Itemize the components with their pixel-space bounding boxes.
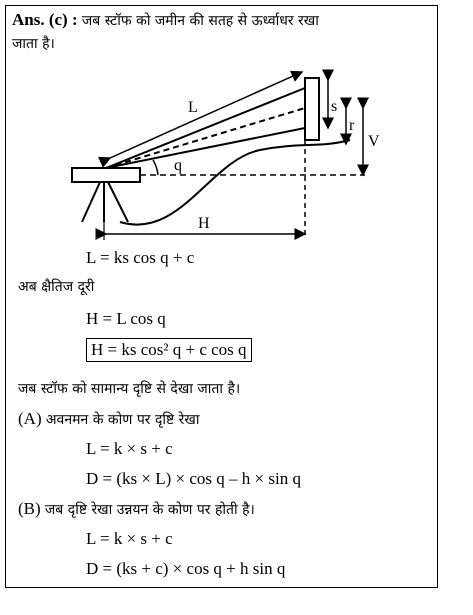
label-r: r [349, 117, 355, 134]
equation-a2: D = (ks × L) × cos q – h × sin q [86, 469, 301, 488]
tripod-leg-right [108, 182, 128, 222]
horizontal-distance-label: अब क्षैतिज दूरी [18, 279, 95, 295]
length-arrow [110, 72, 302, 158]
equation-h-boxed: H = ks cos² q + c cos q [86, 338, 252, 362]
answer-intro-text: जब स्टॉफ को जमीन की सतह से ऊर्ध्वाधर रखा [81, 13, 319, 29]
tacheometry-diagram [0, 60, 473, 260]
case-b [18, 499, 255, 520]
equation-a1: L = k × s + c [86, 439, 173, 458]
staff [305, 78, 319, 140]
case-a-text: अवनमन के कोण पर दृष्टि रेखा [45, 412, 200, 428]
sight-line-upper [106, 88, 305, 168]
answer-intro-text-2: जाता है। [12, 36, 55, 52]
tripod-leg-left [82, 182, 100, 222]
instrument-head [72, 168, 140, 182]
answer-label: Ans. (c) : [12, 10, 78, 29]
equation-l: L = ks cos q + c [86, 248, 195, 267]
case-b-text: जब दृष्टि रेखा उन्नयन के कोण पर होती है। [44, 502, 255, 518]
sight-line-middle [106, 108, 305, 168]
normal-view-text: जब स्टॉफ को सामान्य दृष्टि से देखा जाता है। [18, 381, 241, 397]
label-L: L [188, 99, 198, 116]
angle-arc [153, 160, 158, 175]
label-H: H [198, 215, 210, 232]
equation-b1: L = k × s + c [86, 529, 173, 548]
label-v: V [368, 133, 380, 150]
label-q: q [174, 157, 182, 174]
equation-h: H = L cos q [86, 309, 166, 328]
answer-header [12, 10, 319, 31]
case-a [18, 409, 199, 430]
case-b-prefix: (B) [18, 499, 41, 518]
label-s: s [331, 98, 338, 115]
case-a-prefix: (A) [18, 409, 42, 428]
equation-b2: D = (ks + c) × cos q + h sin q [86, 559, 286, 578]
